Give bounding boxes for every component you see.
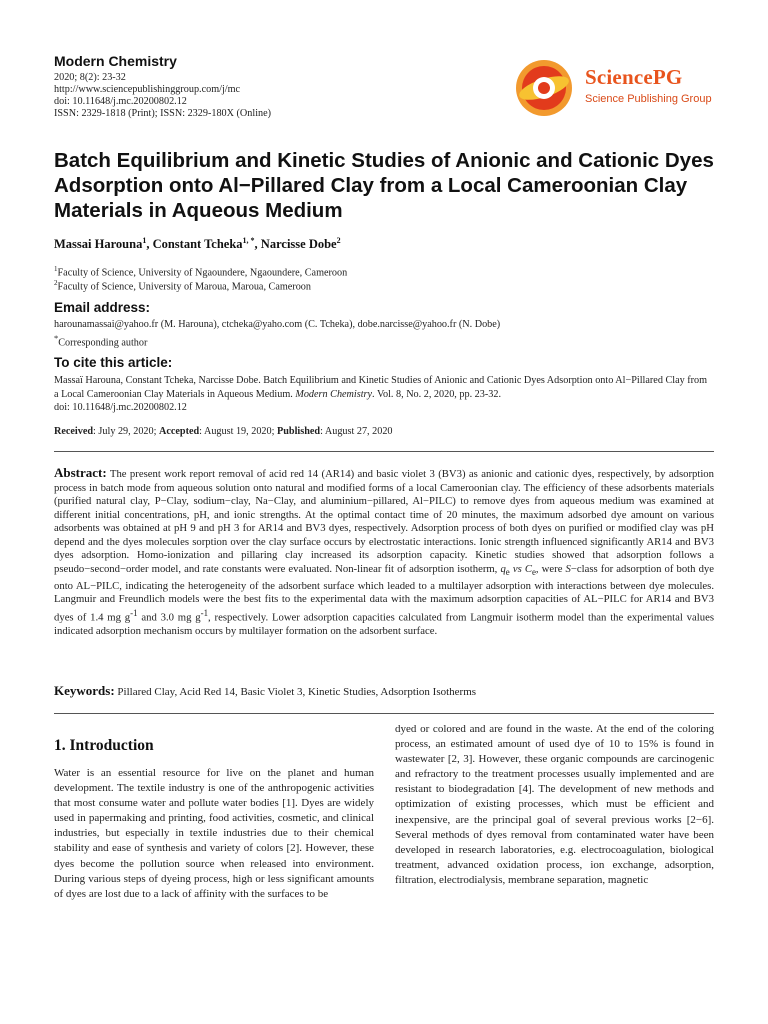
citation-text: Massaï Harouna, Constant Tcheka, Narcisse Dobe. Batch Equilibrium and Kinetic Studies of Anionic and Cationic Dyes Adsorption onto Al−Pillared Clay from a Local Cameroonian Clay Materials in Aqueous Medium. (54, 375, 708, 400)
received-date: : July 29, 2020; (93, 426, 159, 437)
received-label: Received (54, 426, 94, 437)
journal-issn: ISSN: 2329-1818 (Print); ISSN: 2329-180X (Online) (54, 108, 272, 119)
author-affil-sup: 1 (142, 236, 147, 245)
email-heading: Email address: (54, 300, 151, 315)
divider (54, 451, 714, 452)
journal-url[interactable]: http://www.sciencepublishinggroup.com/j/mc (54, 84, 241, 95)
affiliation-text: Faculty of Science, University of Ngaoundere, Ngaoundere, Cameroon (57, 267, 348, 279)
keywords (54, 683, 714, 699)
citation-journal: Modern Chemistry (295, 388, 373, 400)
author-name: Massai Harouna (54, 237, 143, 252)
affiliation-sup: 2 (54, 279, 58, 287)
affiliation-text: Faculty of Science, University of Maroua, Maroua, Cameroon (57, 281, 311, 293)
divider (54, 713, 714, 714)
sciencepg-logo (512, 58, 722, 118)
paper-title: Batch Equilibrium and Kinetic Studies of Anionic and Cationic Dyes Adsorption onto Al−Pillared Clay from a Local Cameroonian Clay Materials in Aqueous Medium (54, 149, 714, 222)
citation-tail: . Vol. 8, No. 2, 2020, pp. 23-32. (372, 388, 501, 400)
journal-name: Modern Chemistry (54, 53, 177, 69)
sciencepg-logo-icon (512, 58, 576, 122)
abstract-vs: vs (509, 562, 525, 575)
affiliation (54, 265, 347, 278)
abstract-label: Abstract: (54, 465, 107, 480)
author-separator: , (146, 237, 153, 252)
abstract-text: , respectively. Lower adsorption capacities calculated from Langmuir isotherm model than the experimental values indicated adsorption mechanism occurs by multilayer formation on the adsorbent surface. (54, 611, 714, 637)
accepted-label: Accepted (159, 426, 200, 437)
abstract-var-q: q (500, 562, 506, 575)
abstract-text: The present work report removal of acid red 14 (AR14) and basic violet 3 (BV3) as anionic and cationic dyes, respectively, by adsorption process in batch mode from aqueous solution onto natural and modified forms of a local Cameroonian clay. The efficiency of these adsorbents materials (purified natural clay, P−Clay, sodium−clay, Na−Clay, and aluminium−pillared, Al−PILC) to remove dyes from aqueous medium was examined at different initial concentrations, pH, and ionic strengths. At the optimal contact time of 20 minutes, the maximum adsorbed dye amount on various adsorbents was obtained at pH 9 and pH 3 for AR14 and BV3 dyes, respectively. Adsorption process of both dyes on purified or modified clay was pH depend and the dyes molecules sorption over the clay surface occurs by electrostatic interactions. Ionic strength influenced significantly AR14 and BV3 dyes adsorption. Homo-ionization and pillaring clay increased its adsorption capacity. Kinetic studies showed that adsorption follows a pseudo−second−order model, and rate constants were evaluated. Non-linear fit of adsorption isotherm, (54, 468, 714, 575)
corresponding-sup: * (54, 333, 59, 343)
abstract-sup: -1 (200, 607, 209, 618)
abstract-var-c: C (524, 562, 532, 575)
abstract (54, 466, 714, 638)
author-affil-sup: 1, * (242, 236, 255, 245)
journal-doi: doi: 10.11648/j.mc.20200802.12 (54, 96, 187, 107)
abstract-text: and 3.0 mg g (137, 611, 201, 624)
affiliation (54, 279, 311, 292)
logo-wordmark: SciencePG (585, 65, 683, 89)
citation (54, 374, 714, 415)
author-separator: , (254, 237, 261, 252)
keywords-text: Pillared Clay, Acid Red 14, Basic Violet 3, Kinetic Studies, Adsorption Isotherms (114, 686, 477, 698)
published-date: : August 27, 2020 (320, 426, 393, 437)
logo-subtitle: Science Publishing Group (585, 93, 712, 105)
keywords-label: Keywords: (54, 683, 115, 698)
abstract-var-s: S (565, 562, 571, 575)
abstract-sub: e (505, 566, 510, 577)
publication-dates (54, 426, 393, 437)
corresponding-text: Corresponding author (58, 337, 148, 349)
journal-issue: 2020; 8(2): 23-32 (54, 72, 126, 83)
affiliation-sup: 1 (54, 265, 58, 273)
abstract-sub: e (531, 566, 536, 577)
published-label: Published (277, 426, 321, 437)
author-name: Narcisse Dobe (260, 237, 337, 252)
citation-doi: doi: 10.11648/j.mc.20200802.12 (54, 402, 187, 413)
abstract-text: , were (535, 562, 566, 575)
corresponding-note (54, 332, 147, 349)
email-list[interactable]: harounamassai@yahoo.fr (M. Harouna), ctcheka@yaho.com (C. Tcheka), dobe.narcisse@yahoo.fr (N. Dobe) (54, 319, 501, 330)
abstract-sup: -1 (130, 607, 138, 618)
abstract-text: −class for adsorption of both dye onto AL−PILC, indicating the heterogeneity of the adsorbent surface which leaded to a multilayer adsorption with interactions between dye molecules. Langmuir and Freundlich models were the best fits to the experimental data with the maximum adsorption capacities of AL−PILC for AR14 and BV3 dyes of 1.4 mg g (54, 562, 715, 624)
author-affil-sup: 2 (336, 236, 341, 245)
cite-heading: To cite this article: (54, 355, 173, 370)
body-column-right: dyed or colored and are found in the waste. At the end of the coloring process, an estimated amount of used dye of 10 to 15% is found in wastewater [2, 3]. However, these organic compounds are carcinogenic and refractory to the treatment processes usually implemented and are resistant to biodegradation [4]. The development of new methods and optimization of existing processes, which must be efficient and inexpensive, are the principal goal of several previous works [2−6]. Several methods of dyes removal from contaminated water have been developed in research laboratories, e.g. electrocoagulation, biological treatment, advanced oxidation process, ion exchange, adsorption, filtration, electrodialysis, membrane separation, magnetic (395, 723, 714, 886)
author-name: Constant Tcheka (152, 237, 243, 252)
accepted-date: : August 19, 2020; (199, 426, 278, 437)
body-column-left: Water is an essential resource for live on the planet and human development. The textile industry is one of the anthropogenic activities that most consume water and pollute water bodies [1]. Dyes are widely used in papermaking and printing, food activities, cosmetic, and clinical industries, but especially in textile industries due to their chemical stability and ease of synthesis and variety of colors [2]. However, these dyes become the pollution source when released into environment. During various steps of dyeing process, high or less significant amounts of dyes are lost due to a lack of affinity with the surfaces to be (54, 767, 374, 900)
section-heading-introduction: 1. Introduction (54, 737, 154, 754)
author-list (54, 236, 341, 252)
